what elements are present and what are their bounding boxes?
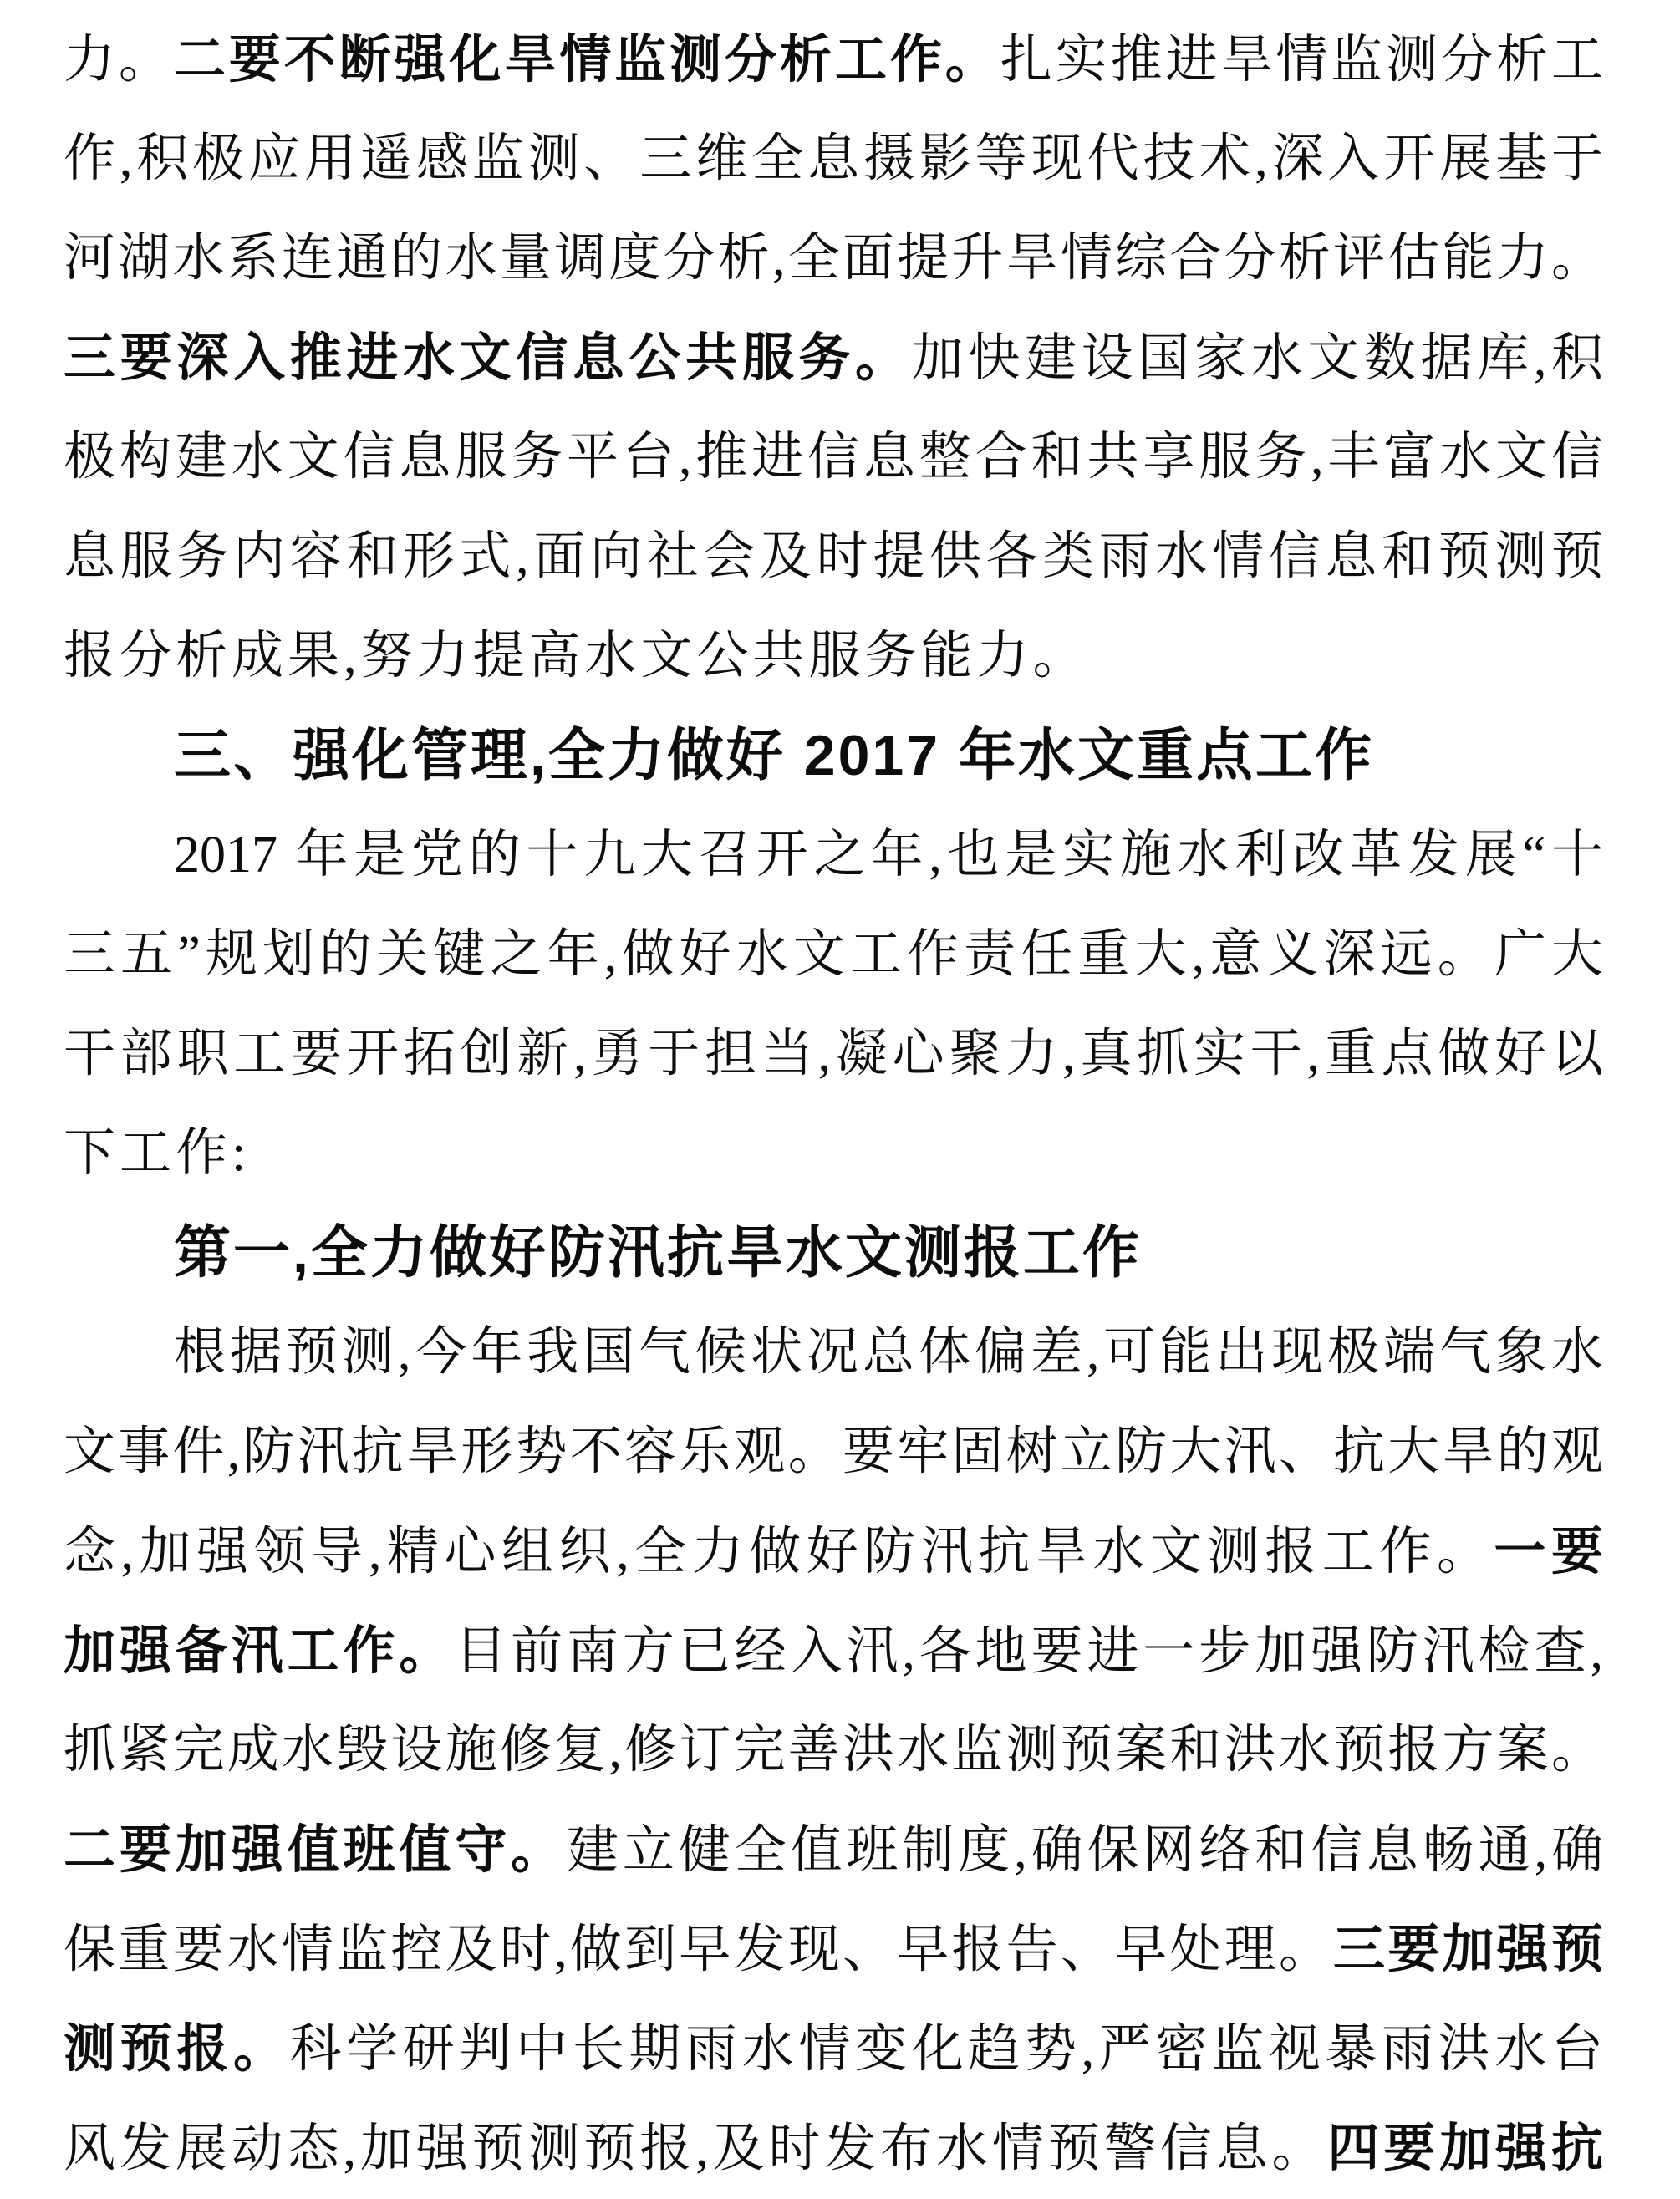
text-line: [64, 1402, 1603, 1502]
bold-text-segment: 三要深入推进水文信息公共服务。: [64, 329, 912, 387]
text-line: [64, 507, 1603, 607]
bold-text-segment: 测预报。: [64, 2020, 290, 2078]
text-line: [64, 1005, 1603, 1104]
text-segment: 息服务内容和形式,面向社会及时提供各类雨水情信息和预测预: [64, 528, 1603, 585]
text-segment: 念,加强领导,精心组织,全力做好防汛抗旱水文测报工作。: [64, 1524, 1494, 1581]
text-line: [64, 109, 1603, 209]
bold-text-segment: 四要加强抗: [1327, 2120, 1603, 2177]
text-segment: 三五”规划的关键之年,做好水文工作责任重大,意义深远。广大: [64, 926, 1603, 983]
text-segment: 极构建水文信息服务平台,推进信息整合和共享服务,丰富水文信: [64, 429, 1603, 486]
bold-text-segment: 二要加强值班值守。: [64, 1821, 568, 1879]
bold-text-segment: 二要不断强化旱情监测分析工作。: [173, 31, 1000, 89]
bold-text-segment: 第一,全力做好防汛抗旱水文测报工作: [174, 1221, 1142, 1285]
text-segment: 加快建设国家水文数据库,积: [911, 330, 1603, 387]
text-line: [64, 308, 1603, 408]
text-segment: 科学研判中长期雨水情变化趋势,严密监视暴雨洪水台: [289, 2021, 1603, 2078]
text-segment: 扎实推进旱情监测分析工: [1000, 32, 1603, 89]
bold-text-segment: 三、强化管理,全力做好 2017 年水文重点工作: [174, 724, 1374, 787]
text-line: [64, 1900, 1603, 1999]
bold-text-segment: 加强备汛工作。: [64, 1622, 456, 1680]
bold-text-segment: 一要: [1494, 1523, 1603, 1581]
text-line: [64, 408, 1603, 507]
text-line: [64, 10, 1603, 109]
text-line: [64, 607, 1603, 706]
text-segment: 保重要水情监控及时,做到早发现、早报告、早处理。: [64, 1922, 1334, 1978]
text-line: [64, 2099, 1603, 2198]
text-segment: 力。: [64, 32, 174, 89]
text-segment: 目前南方已经入汛,各地要进一步加强防汛检查,: [455, 1623, 1603, 1680]
section-heading: [64, 1204, 1603, 1303]
text-segment: 抓紧完成水毁设施修复,修订完善洪水监测预案和洪水预报方案。: [64, 1722, 1603, 1779]
text-line: [64, 1502, 1603, 1601]
text-segment: 风发展动态,加强预测预报,及时发布水情预警信息。: [64, 2120, 1328, 2177]
section-heading: [64, 706, 1603, 806]
text-segment: 建立健全值班制度,确保网络和信息畅通,确: [567, 1822, 1603, 1879]
text-segment: 报分析成果,努力提高水文公共服务能力。: [64, 628, 1089, 685]
text-segment: 下工作:: [64, 1125, 251, 1182]
text-line: [64, 905, 1603, 1005]
text-line: [64, 1303, 1603, 1402]
text-line: [64, 1701, 1603, 1800]
text-line: [64, 806, 1603, 905]
text-segment: 作,积极应用遥感监测、三维全息摄影等现代技术,深入开展基于: [64, 130, 1603, 187]
text-line: [64, 1800, 1603, 1900]
text-line: [64, 1104, 1603, 1204]
text-segment: 河湖水系连通的水量调度分析,全面提升旱情综合分析评估能力。: [64, 230, 1603, 287]
bold-text-segment: 三要加强预: [1333, 1921, 1603, 1978]
text-line: [64, 1601, 1603, 1701]
text-segment: 2017 年是党的十九大召开之年,也是实施水利改革发展“十: [174, 827, 1603, 883]
text-line: [64, 209, 1603, 308]
text-segment: 文事件,防汛抗旱形势不容乐观。要牢固树立防大汛、抗大旱的观: [64, 1423, 1603, 1480]
text-segment: 根据预测,今年我国气候状况总体偏差,可能出现极端气象水: [174, 1324, 1603, 1381]
text-line: [64, 1999, 1603, 2099]
text-segment: 干部职工要开拓创新,勇于担当,凝心聚力,真抓实干,重点做好以: [64, 1026, 1603, 1082]
